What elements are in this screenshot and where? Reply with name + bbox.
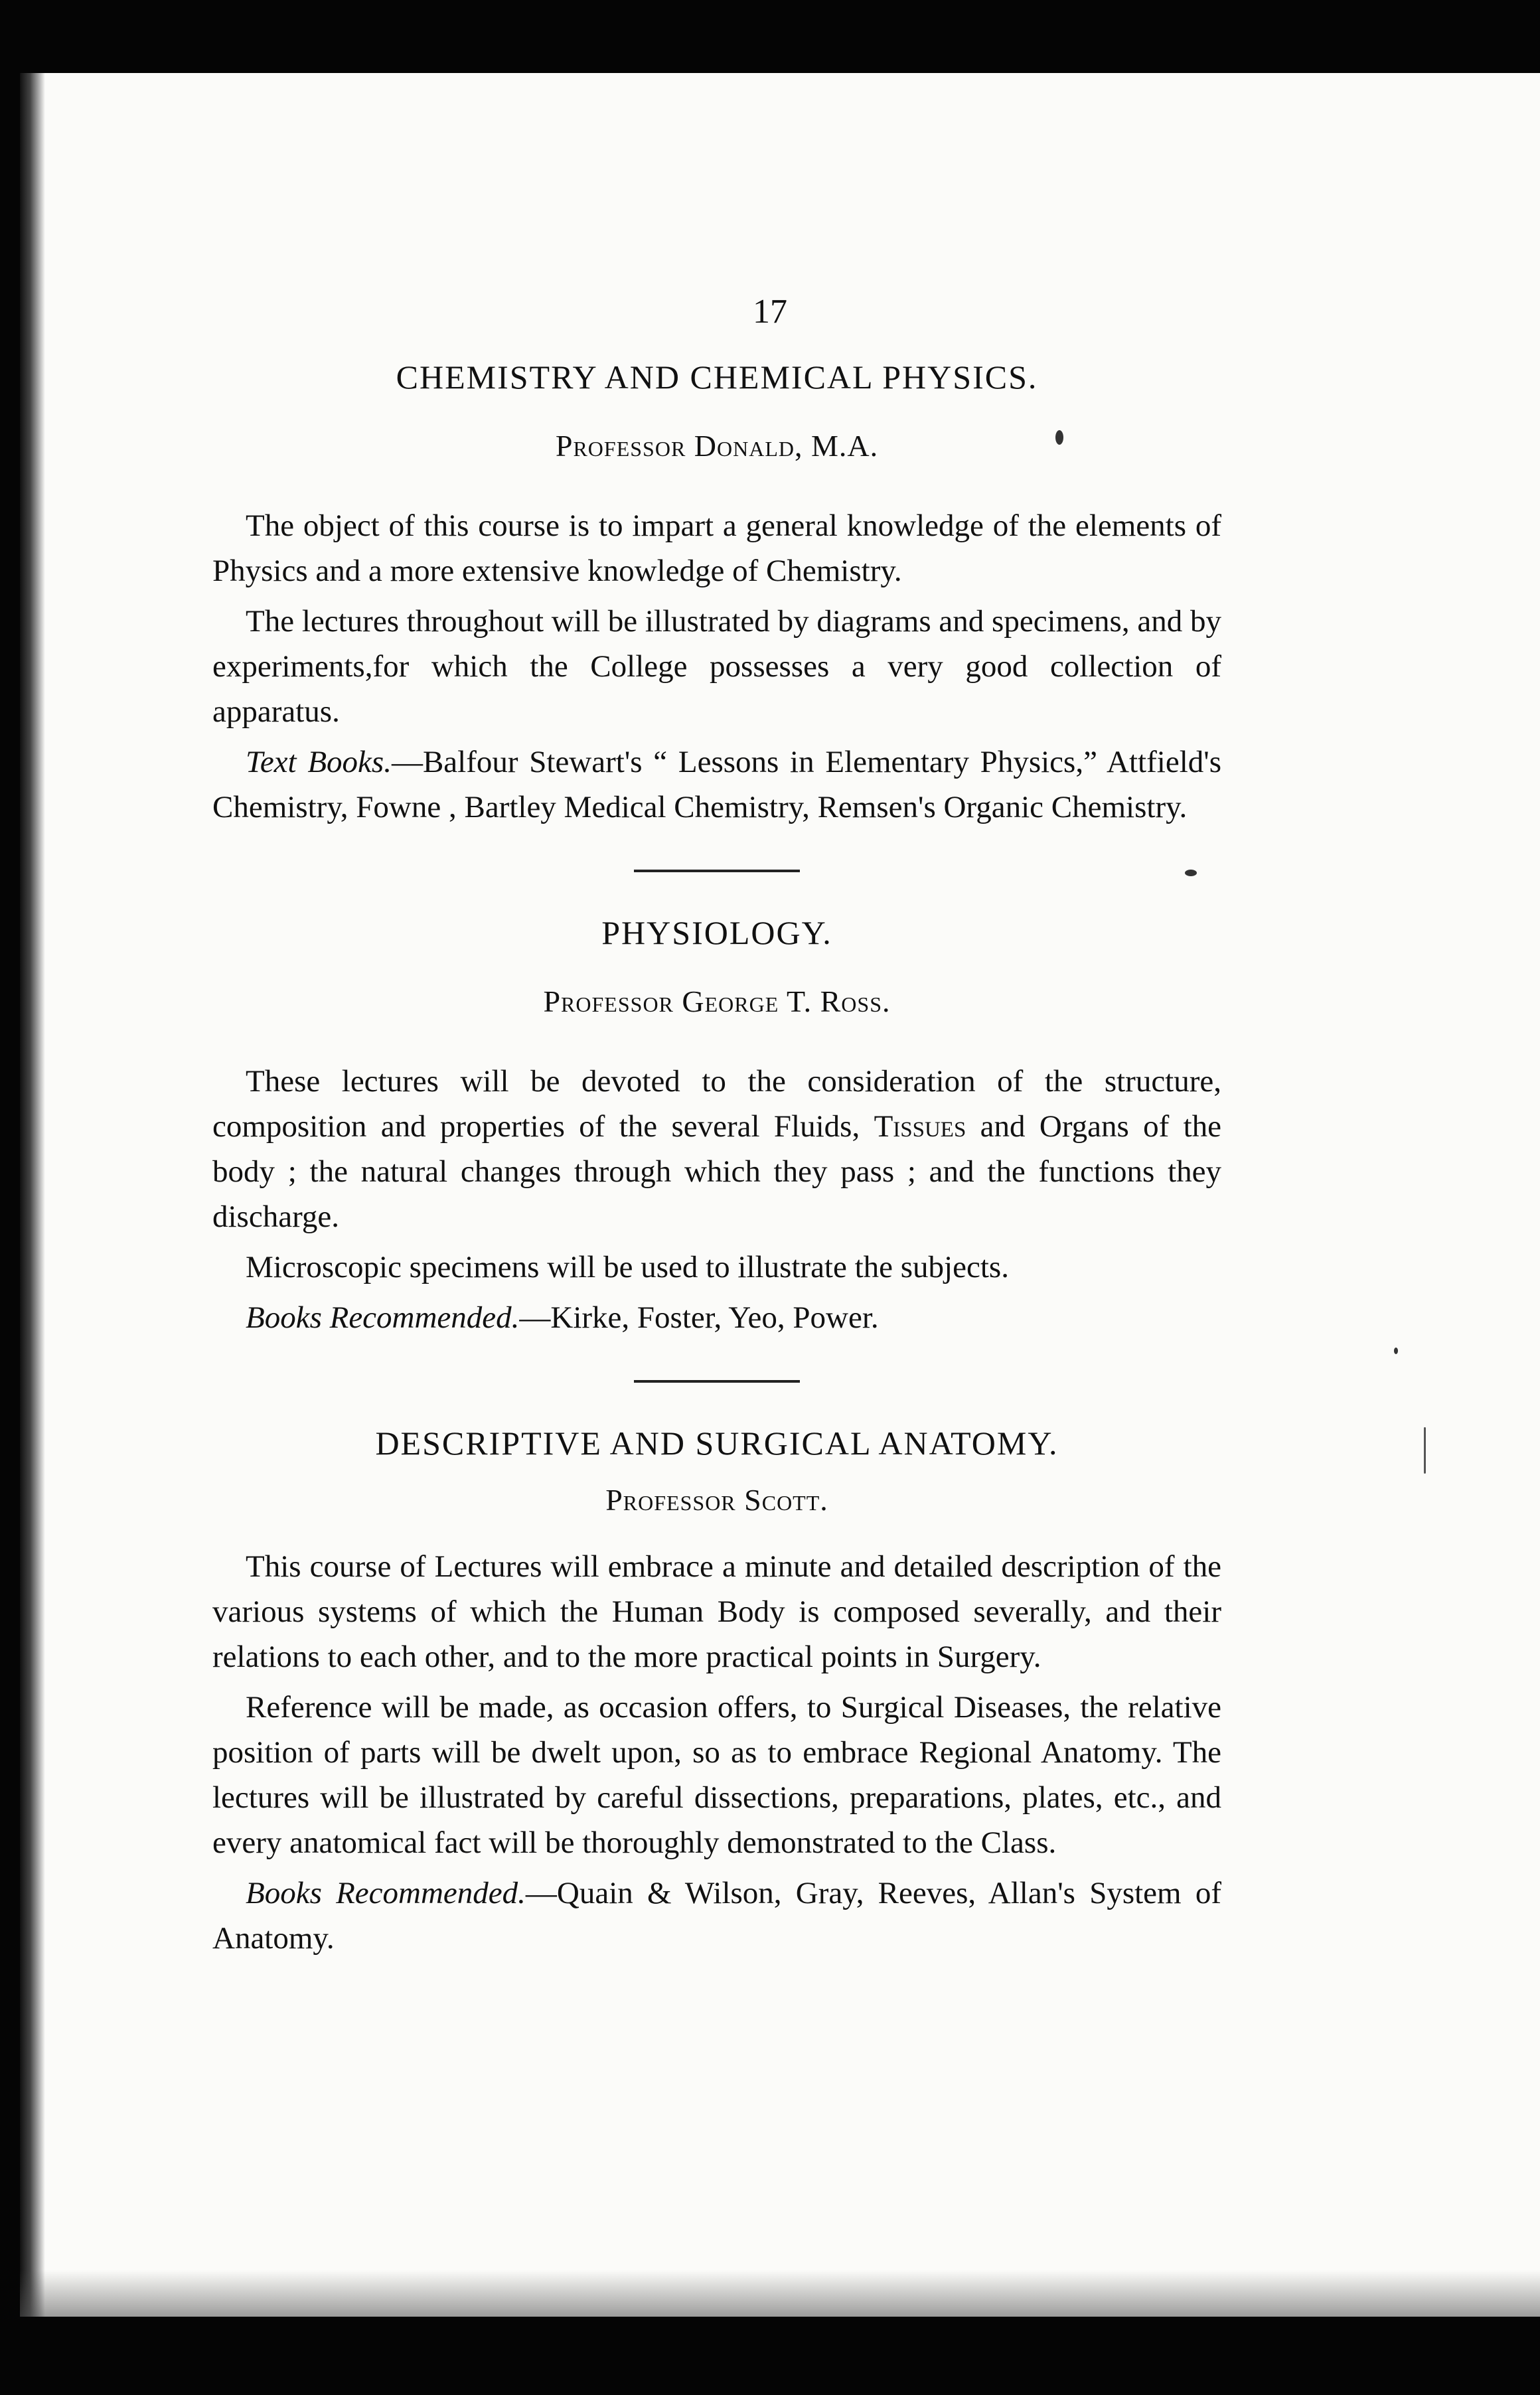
books-paragraph bbox=[212, 1295, 1221, 1340]
books-list: —Quain & Wilson, Gray, Reeves, Allan's System of Anatomy. bbox=[212, 1876, 1221, 1956]
section-title: PHYSIOLOGY. bbox=[601, 914, 832, 951]
paragraph: The object of this course is to impart a general knowledge of the elements of Physics and a more extensive knowledge of Chemistry. bbox=[212, 508, 1221, 588]
paragraph: Microscopic specimens will be used to illustrate the subjects. bbox=[246, 1250, 1009, 1284]
text-books-paragraph bbox=[212, 739, 1221, 830]
page-spine-shadow bbox=[20, 73, 45, 2317]
section-divider bbox=[634, 870, 800, 872]
paragraph: This course of Lectures will embrace a minute and detailed description of the various systems of which the Human Body is composed severally, and their relations to each other, and to the more practical points in Surgery. bbox=[212, 1549, 1221, 1674]
paragraph-text: These lectures will be devoted to the consideration of the structure, composition and properties of the several Fluids, bbox=[212, 1064, 1221, 1144]
paragraph-text: and Organs of the body ; the natural changes through which they pass ; and the functions they discharge. bbox=[212, 1109, 1222, 1234]
section-divider bbox=[634, 1380, 800, 1383]
books-label: Books Recommended. bbox=[246, 1876, 526, 1910]
page-bottom-shadow bbox=[20, 2270, 1540, 2317]
books-list: —Kirke, Foster, Yeo, Power. bbox=[519, 1300, 879, 1335]
section-anatomy bbox=[212, 1424, 1221, 1961]
ink-speck bbox=[1424, 1427, 1426, 1474]
page-number: 17 bbox=[753, 293, 787, 331]
paragraph: The lectures throughout will be illustrated by diagrams and specimens, and by experiments,for which the College possesses a very good collection of apparatus. bbox=[212, 604, 1221, 729]
professor-name: Professor George T. Ross. bbox=[543, 984, 891, 1018]
section-title: DESCRIPTIVE AND SURGICAL ANATOMY. bbox=[375, 1425, 1059, 1462]
books-label: Text Books. bbox=[246, 745, 392, 779]
section-title: CHEMISTRY AND CHEMICAL PHYSICS. bbox=[396, 358, 1038, 396]
paragraph: Reference will be made, as occasion offers, to Surgical Diseases, the relative position of parts will be dwelt upon, so as to embrace Regional Anatomy. The lectures will be illustrated by careful dissections, preparations, plates, etc., and every anatomical fact will be thoroughly demonstrated to the Class. bbox=[212, 1690, 1221, 1860]
page-content bbox=[212, 292, 1221, 1966]
paragraph bbox=[212, 1059, 1221, 1239]
books-list: —Balfour Stewart's “ Lessons in Elementary Physics,” Attfield's Chemistry, Fowne , Bartley Medical Chemistry, Remsen's Organic Chemistry. bbox=[212, 745, 1222, 824]
books-paragraph bbox=[212, 1871, 1221, 1961]
professor-name: Professor Scott. bbox=[605, 1483, 828, 1517]
section-chemistry bbox=[212, 358, 1221, 830]
tissues-word: Tissues bbox=[874, 1109, 966, 1144]
professor-name: Professor Donald, M.A. bbox=[555, 429, 879, 463]
books-label: Books Recommended. bbox=[246, 1300, 520, 1335]
ink-speck bbox=[1394, 1348, 1398, 1354]
section-physiology bbox=[212, 913, 1221, 1340]
